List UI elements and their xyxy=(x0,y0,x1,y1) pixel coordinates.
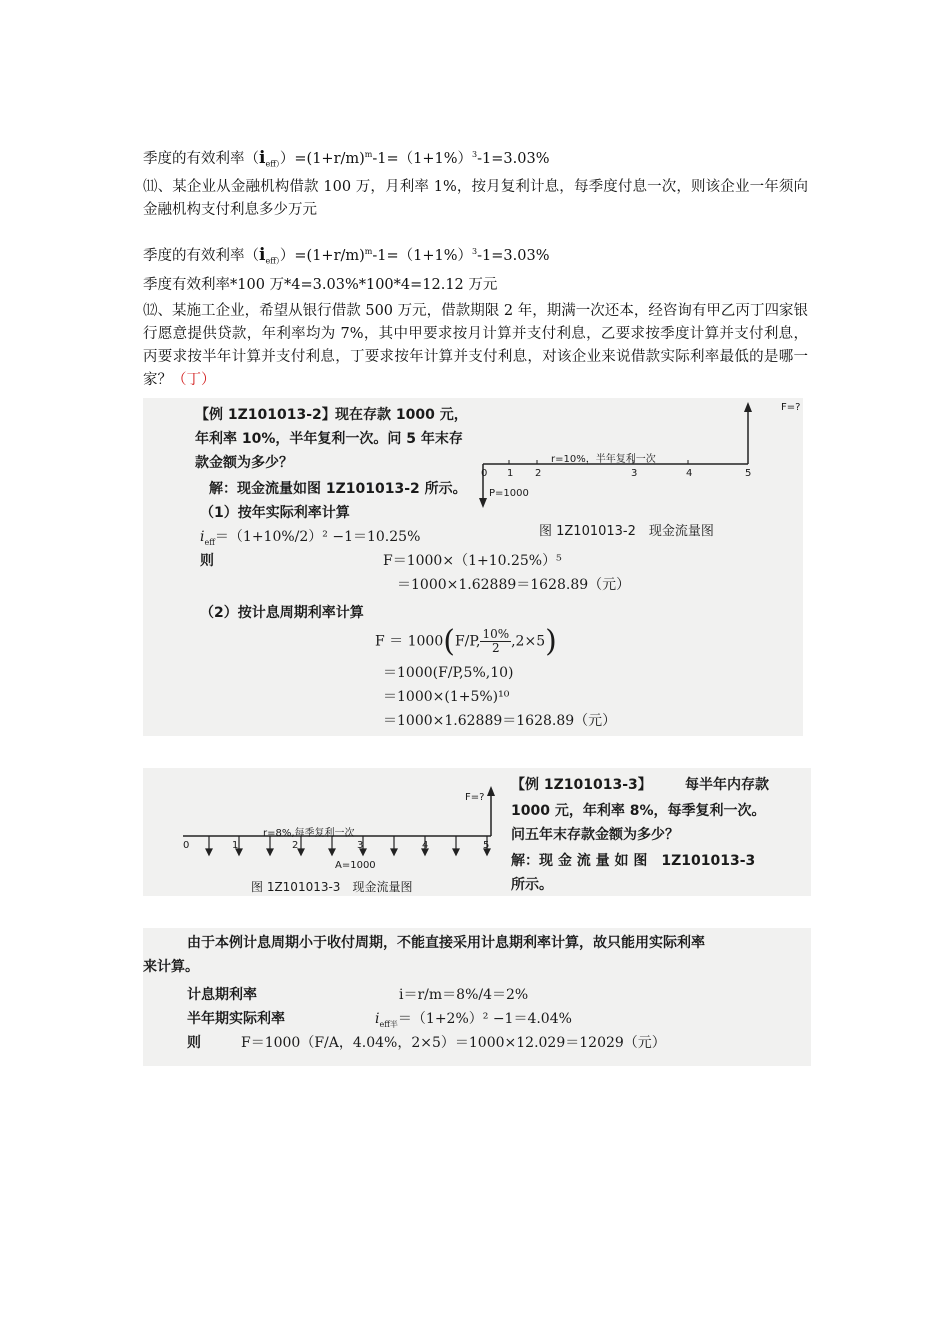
text-segment: i xyxy=(259,244,266,265)
formula-then: 则 xyxy=(187,1035,201,1051)
fig-tick-label: 3 xyxy=(631,468,638,479)
effective-rate-line-2 xyxy=(143,242,549,272)
half-year-rate-formula xyxy=(375,1008,572,1030)
example-2-text: 现在存款 1000 元， xyxy=(335,407,468,423)
example-3-title: 【例 1Z101013-3】 xyxy=(511,777,652,793)
fig-rate-label: r=8%,每季复利一次 xyxy=(263,828,355,839)
formula-F-5: ＝1000×(1+5%)¹⁰ xyxy=(383,689,510,705)
subscript: eff xyxy=(204,537,215,547)
fig-label-F: F=? xyxy=(465,792,485,803)
fig-tick-label: 0 xyxy=(183,840,190,851)
paren-close: ) xyxy=(545,624,557,659)
example-3-scan xyxy=(143,768,811,896)
formula-F-6: ＝1000×1.62889＝1628.89（元） xyxy=(383,713,617,729)
superscript: 3 xyxy=(472,247,478,256)
formula-part: ,2×5 xyxy=(511,633,546,650)
fig-tick-label: 1 xyxy=(507,468,514,479)
text-segment: ）=(1+r/m) xyxy=(279,150,365,167)
formula-rest: ＝（1+2%）² −1＝4.04% xyxy=(397,1011,572,1027)
example-2-scan xyxy=(143,398,803,736)
example-3-solution: 解：现 金 流 量 如 图 1Z101013-3 xyxy=(511,853,756,869)
fig-tick-label: 2 xyxy=(535,468,542,479)
explanation-text: 由于本例计息周期小于收付周期，不能直接采用计息期利率计算，故只能用实际利率 xyxy=(187,935,705,951)
example-3-text: 1000 元，年利率 8%，每季复利一次。 xyxy=(511,803,766,819)
fig-tick-label: 0 xyxy=(481,468,488,479)
period-rate-formula: i＝r/m＝8%/4＝2% xyxy=(399,987,529,1003)
text-segment: i xyxy=(259,147,266,168)
fraction-numerator: 10% xyxy=(482,627,510,641)
formula-F-1: F＝1000×（1+10.25%）⁵ xyxy=(383,553,562,569)
formula-ieff xyxy=(200,526,420,547)
fig-label-A: A=1000 xyxy=(335,860,376,871)
superscript: 3 xyxy=(472,150,478,159)
arrow-head-up xyxy=(744,402,752,412)
text-segment: -1=（1+1%） xyxy=(372,150,473,167)
text-segment: ）=(1+r/m) xyxy=(279,247,365,264)
explanation-text: 来计算。 xyxy=(143,959,199,975)
question-12 xyxy=(143,300,808,392)
fig-tick-label: 4 xyxy=(686,468,693,479)
arrow-head-up xyxy=(487,786,495,796)
text-segment: 季度的有效利率（ xyxy=(143,150,259,167)
example-2-solution: 解：现金流量如图 1Z101013-2 所示。 xyxy=(209,481,467,497)
figure-caption: 图 1Z101013-3 现金流量图 xyxy=(251,880,413,894)
example-2-text: 款金额为多少？ xyxy=(195,455,293,471)
formula-symbol: i xyxy=(375,1011,380,1027)
future-value-formula: F＝1000（F/A，4.04%，2×5）＝1000×12.029＝12029（元） xyxy=(241,1035,666,1051)
formula-then: 则 xyxy=(200,553,214,569)
arrow-head-down xyxy=(479,498,487,508)
example-3-computation xyxy=(143,928,811,1066)
formula-F-4: ＝1000(F/P,5%,10) xyxy=(383,665,514,681)
fig-tick-label: 4 xyxy=(422,840,429,851)
formula-F-3 xyxy=(375,624,557,659)
figure-caption: 图 1Z101013-2 现金流量图 xyxy=(539,524,714,539)
example-3-text: 问五年末存款金额为多少？ xyxy=(511,827,679,843)
method-2-heading: （2）按计息周期利率计算 xyxy=(200,605,364,621)
formula-symbol: i xyxy=(200,529,205,545)
question-12-text: ⑿、某施工企业，希望从银行借款 500 万元，借款期限 2 年，期满一次还本，经咨询有甲乙丙丁四家银行愿意提供贷款，年利率均为 7%，其中甲要求按月计算并支付利息，乙要求按季度计算并支付利息，丙要求按半年计算并支付利息，丁要求按年计算并支付利息，对该企业来说借款实际利率最低的是哪一家？ xyxy=(143,303,808,388)
subscript: eff） xyxy=(265,256,280,266)
text-segment: -1=（1+1%） xyxy=(372,247,473,264)
example-3-text: 每半年内存款 xyxy=(685,777,769,793)
answer-mark: （丁） xyxy=(172,372,216,388)
fraction xyxy=(480,628,511,655)
effective-rate-line-1 xyxy=(143,145,549,175)
text-segment: -1=3.03% xyxy=(477,150,550,167)
question-11: ⑾、某企业从金融机构借款 100 万，月利率 1%，按月复利计息，每季度付息一次，则该企业一年须向金融机构支付利息多少万元 xyxy=(143,179,808,218)
fig-label-F: F=? xyxy=(781,402,801,413)
example-2-text: 年利率 10%，半年复利一次。问 5 年末存 xyxy=(195,431,463,447)
superscript: m xyxy=(364,150,373,159)
subscript: eff半 xyxy=(379,1019,398,1029)
text-segment: -1=3.03% xyxy=(477,247,550,264)
example-3-solution: 所示。 xyxy=(511,877,553,893)
formula-part: F/P, xyxy=(454,633,481,650)
method-1-heading: （1）按年实际利率计算 xyxy=(200,505,350,521)
fig-tick-label: 5 xyxy=(745,468,752,479)
fig-tick-label: 5 xyxy=(483,840,490,851)
half-year-rate-label: 半年期实际利率 xyxy=(187,1011,285,1027)
fig-rate-label: r=10%，半年复利一次 xyxy=(551,454,656,465)
formula-F-2: ＝1000×1.62889＝1628.89（元） xyxy=(397,577,631,593)
formula-rest: ＝（1+10%/2）² −1＝10.25% xyxy=(214,529,421,545)
paren-open: ( xyxy=(443,624,455,659)
period-rate-label: 计息期利率 xyxy=(187,987,257,1003)
subscript: eff） xyxy=(265,159,280,169)
quarter-interest-line: 季度有效利率*100 万*4=3.03%*100*4=12.12 万元 xyxy=(143,277,498,293)
example-2-title: 【例 1Z101013-2】 xyxy=(195,407,336,423)
superscript: m xyxy=(364,247,373,256)
fig-tick-label: 3 xyxy=(357,840,364,851)
fig-tick-label: 2 xyxy=(292,840,299,851)
fig-label-P: P=1000 xyxy=(489,488,529,499)
formula-part: F ＝ 1000 xyxy=(375,633,444,650)
fraction-denominator: 2 xyxy=(491,641,500,655)
text-segment: 季度的有效利率（ xyxy=(143,247,259,264)
fig-tick-label: 1 xyxy=(232,840,239,851)
